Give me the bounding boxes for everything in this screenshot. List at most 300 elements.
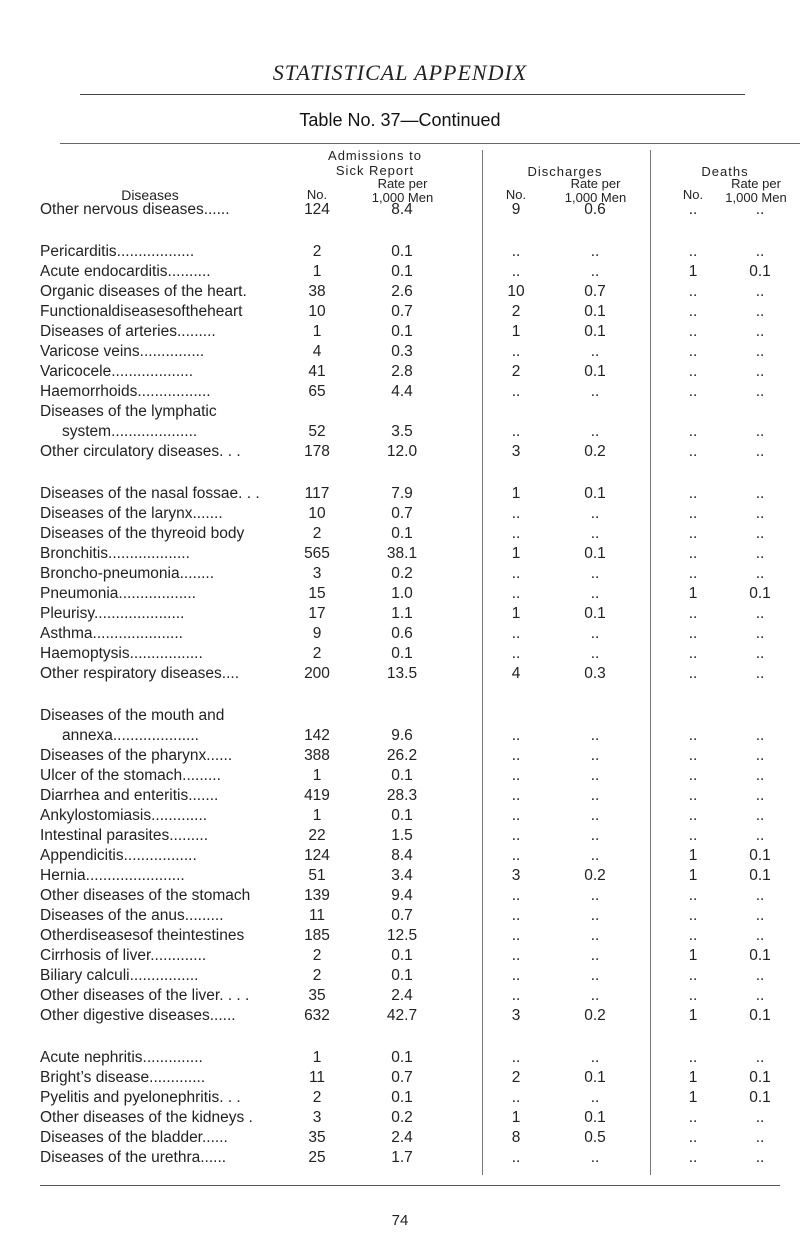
table-row: [0, 544, 800, 564]
deaths-no-cell: 1: [688, 947, 698, 964]
disease-name: [40, 846, 295, 866]
disease-name: [40, 504, 295, 524]
deaths-rate-cell: ..: [755, 987, 765, 1004]
deaths-rate-cell: 0.1: [749, 847, 771, 864]
discharges-rate-cell: 0.1: [584, 605, 606, 622]
discharges-no-cell: 4: [511, 665, 521, 682]
deaths-rate-cell: 0.1: [749, 947, 771, 964]
table-row: [0, 906, 800, 926]
admissions-rate-cell: 0.1: [391, 243, 413, 260]
disease-name-line: Broncho-pneumonia........: [40, 565, 215, 582]
table-title: Table No. 37—Continued: [299, 110, 501, 130]
admissions-rate-cell: 28.3: [386, 787, 418, 804]
discharges-no-cell: 3: [511, 867, 521, 884]
admissions-rate-cell: 0.7: [391, 303, 413, 320]
table-row: [0, 484, 800, 504]
deaths-no-cell: ..: [688, 827, 698, 844]
deaths-no-cell: 1: [688, 847, 698, 864]
discharges-rate-cell: ..: [590, 907, 600, 924]
deaths-no-cell: ..: [688, 343, 698, 360]
admissions-no-cell: 38: [308, 283, 326, 300]
discharges-no-cell: ..: [511, 727, 521, 744]
disease-name-line: Functionaldiseasesoftheheart: [40, 303, 243, 320]
deaths-rate-cell: ..: [755, 1149, 765, 1166]
discharges-no-cell: ..: [511, 907, 521, 924]
admissions-no-cell: 17: [308, 605, 326, 622]
deaths-rate-cell: ..: [755, 625, 765, 642]
discharges-rate-cell: 0.1: [584, 485, 606, 502]
header-admissions: Admissions to Sick Report: [328, 148, 422, 178]
disease-name-line: Other nervous diseases......: [40, 201, 230, 218]
header-discharges-rate: Rate per 1,000 Men: [564, 176, 627, 205]
deaths-rate-cell: ..: [755, 967, 765, 984]
admissions-no-cell: 10: [308, 303, 326, 320]
table-row: [0, 1128, 800, 1148]
discharges-no-cell: 1: [511, 605, 521, 622]
discharges-no-cell: 2: [511, 363, 521, 380]
discharges-no-cell: ..: [511, 947, 521, 964]
disease-name-line: Pericarditis..................: [40, 243, 195, 260]
admissions-no-cell: 3: [312, 1109, 322, 1126]
deaths-no-cell: ..: [688, 787, 698, 804]
admissions-rate-cell: 0.1: [391, 807, 413, 824]
deaths-no-cell: ..: [688, 545, 698, 562]
admissions-no-cell: 124: [304, 847, 330, 864]
admissions-no-cell: 2: [312, 243, 322, 260]
discharges-rate-cell: ..: [590, 343, 600, 360]
disease-name: [40, 524, 295, 544]
discharges-no-cell: 3: [511, 443, 521, 460]
deaths-no-cell: ..: [688, 525, 698, 542]
deaths-no-cell: ..: [688, 1129, 698, 1146]
disease-name-line: Diseases of the pharynx......: [40, 747, 233, 764]
disease-name-line: Other digestive diseases......: [40, 1007, 236, 1024]
deaths-no-cell: ..: [688, 303, 698, 320]
disease-name-line: Other diseases of the stomach: [40, 887, 251, 904]
discharges-no-cell: ..: [511, 383, 521, 400]
admissions-no-cell: 2: [312, 645, 322, 662]
deaths-rate-cell: ..: [755, 767, 765, 784]
admissions-no-cell: 52: [308, 423, 326, 440]
header-discharges: Discharges: [527, 164, 603, 179]
discharges-no-cell: 2: [511, 303, 521, 320]
admissions-no-cell: 185: [304, 927, 330, 944]
admissions-rate-cell: 2.4: [391, 1129, 413, 1146]
deaths-rate-cell: ..: [755, 505, 765, 522]
discharges-rate-cell: 0.2: [584, 1007, 606, 1024]
admissions-rate-cell: 0.1: [391, 967, 413, 984]
deaths-no-cell: ..: [688, 665, 698, 682]
table-row: [0, 946, 800, 966]
disease-name-line: Pleurisy.....................: [40, 605, 185, 622]
discharges-rate-cell: 0.1: [584, 363, 606, 380]
admissions-rate-cell: 3.5: [391, 423, 413, 440]
disease-name-line: Diseases of the nasal fossae. . .: [40, 485, 260, 502]
deaths-rate-cell: 0.1: [749, 585, 771, 602]
discharges-no-cell: 1: [511, 485, 521, 502]
discharges-no-cell: ..: [511, 565, 521, 582]
disease-name: [40, 1088, 295, 1108]
deaths-rate-cell: ..: [755, 243, 765, 260]
discharges-rate-cell: ..: [590, 827, 600, 844]
admissions-rate-cell: 0.1: [391, 645, 413, 662]
table-row: [0, 584, 800, 604]
admissions-no-cell: 2: [312, 967, 322, 984]
table-row: [0, 866, 800, 886]
admissions-no-cell: 124: [304, 201, 330, 218]
table-row: [0, 644, 800, 664]
admissions-no-cell: 41: [308, 363, 326, 380]
admissions-rate-cell: 0.1: [391, 525, 413, 542]
table-row: [0, 604, 800, 624]
table-row: [0, 706, 800, 746]
disease-name-line: Diseases of the anus.........: [40, 907, 224, 924]
disease-name: [40, 1128, 295, 1148]
disease-name: [40, 1108, 295, 1128]
deaths-rate-cell: ..: [755, 1049, 765, 1066]
discharges-rate-cell: ..: [590, 505, 600, 522]
deaths-rate-cell: ..: [755, 727, 765, 744]
admissions-rate-cell: 0.1: [391, 323, 413, 340]
table-row: [0, 1088, 800, 1108]
discharges-no-cell: ..: [511, 625, 521, 642]
disease-name-line: Ankylostomiasis.............: [40, 807, 208, 824]
discharges-no-cell: ..: [511, 423, 521, 440]
deaths-no-cell: ..: [688, 423, 698, 440]
discharges-no-cell: ..: [511, 967, 521, 984]
table-row: [0, 746, 800, 766]
disease-name: [40, 826, 295, 846]
disease-name-continuation: system....................: [62, 423, 198, 440]
disease-name-line: Diseases of the lymphatic: [40, 403, 217, 420]
disease-name: [40, 706, 295, 746]
discharges-rate-cell: 0.5: [584, 1129, 606, 1146]
deaths-no-cell: ..: [688, 767, 698, 784]
admissions-rate-cell: 2.6: [391, 283, 413, 300]
admissions-no-cell: 1: [312, 1049, 322, 1066]
disease-name-line: Varicose veins...............: [40, 343, 205, 360]
disease-name: [40, 1148, 295, 1168]
discharges-no-cell: 1: [511, 1109, 521, 1126]
table-row: [0, 242, 800, 262]
disease-name-line: Organic diseases of the heart.: [40, 283, 247, 300]
deaths-no-cell: 1: [688, 1089, 698, 1106]
disease-name: [40, 986, 295, 1006]
deaths-no-cell: ..: [688, 443, 698, 460]
disease-name-line: Pyelitis and pyelonephritis. . .: [40, 1089, 241, 1106]
disease-name-line: Diarrhea and enteritis.......: [40, 787, 219, 804]
disease-name-line: Bright’s disease.............: [40, 1069, 206, 1086]
admissions-rate-cell: 0.1: [391, 767, 413, 784]
deaths-rate-cell: 0.1: [749, 1007, 771, 1024]
disease-name-line: Pneumonia..................: [40, 585, 196, 602]
admissions-no-cell: 1: [312, 263, 322, 280]
table-row: [0, 1108, 800, 1128]
deaths-rate-cell: ..: [755, 525, 765, 542]
discharges-no-cell: 8: [511, 1129, 521, 1146]
disease-name-line: Ulcer of the stomach.........: [40, 767, 221, 784]
disease-name: [40, 200, 295, 220]
table-row: [0, 1068, 800, 1088]
disease-name: [40, 786, 295, 806]
deaths-rate-cell: ..: [755, 827, 765, 844]
admissions-rate-cell: 42.7: [386, 1007, 418, 1024]
admissions-rate-cell: 3.4: [391, 867, 413, 884]
admissions-rate-cell: 9.4: [391, 887, 413, 904]
table-row: [0, 262, 800, 282]
top-rule: [80, 94, 745, 95]
admissions-rate-cell: 12.5: [386, 927, 418, 944]
admissions-no-cell: 65: [308, 383, 326, 400]
table-row: [0, 322, 800, 342]
admissions-rate-cell: 1.1: [391, 605, 413, 622]
discharges-rate-cell: 0.6: [584, 201, 606, 218]
discharges-rate-cell: ..: [590, 987, 600, 1004]
admissions-rate-cell: 9.6: [391, 727, 413, 744]
deaths-no-cell: ..: [688, 807, 698, 824]
disease-name: [40, 766, 295, 786]
table-row: [0, 926, 800, 946]
discharges-rate-cell: ..: [590, 383, 600, 400]
admissions-no-cell: 3: [312, 565, 322, 582]
table-row: [0, 1148, 800, 1168]
admissions-no-cell: 11: [308, 1069, 326, 1086]
disease-name-line: Varicocele...................: [40, 363, 194, 380]
discharges-rate-cell: 0.1: [584, 1109, 606, 1126]
header-admissions-no: No.: [306, 187, 328, 202]
discharges-rate-cell: ..: [590, 1149, 600, 1166]
deaths-no-cell: ..: [688, 1149, 698, 1166]
disease-name: [40, 604, 295, 624]
disease-name: [40, 484, 295, 504]
deaths-no-cell: ..: [688, 323, 698, 340]
disease-name: [40, 886, 295, 906]
admissions-no-cell: 15: [308, 585, 326, 602]
table-row: [0, 1006, 800, 1026]
admissions-no-cell: 22: [308, 827, 326, 844]
discharges-no-cell: ..: [511, 887, 521, 904]
admissions-no-cell: 1: [312, 767, 322, 784]
discharges-rate-cell: 0.1: [584, 545, 606, 562]
deaths-no-cell: ..: [688, 363, 698, 380]
deaths-rate-cell: ..: [755, 545, 765, 562]
admissions-rate-cell: 0.1: [391, 1089, 413, 1106]
header-discharges-no: No.: [505, 187, 527, 202]
deaths-no-cell: ..: [688, 201, 698, 218]
discharges-no-cell: ..: [511, 767, 521, 784]
discharges-rate-cell: 0.2: [584, 443, 606, 460]
deaths-rate-cell: ..: [755, 907, 765, 924]
admissions-no-cell: 200: [304, 665, 330, 682]
admissions-no-cell: 2: [312, 947, 322, 964]
discharges-no-cell: ..: [511, 927, 521, 944]
disease-name: [40, 806, 295, 826]
deaths-rate-cell: ..: [755, 887, 765, 904]
admissions-rate-cell: 0.6: [391, 625, 413, 642]
discharges-rate-cell: ..: [590, 947, 600, 964]
disease-name-line: Appendicitis.................: [40, 847, 197, 864]
admissions-rate-cell: 0.1: [391, 1049, 413, 1066]
discharges-rate-cell: ..: [590, 565, 600, 582]
disease-name-line: Haemorrhoids.................: [40, 383, 211, 400]
disease-name-line: Cirrhosis of liver.............: [40, 947, 207, 964]
disease-name-line: Diseases of the urethra......: [40, 1149, 227, 1166]
discharges-rate-cell: ..: [590, 263, 600, 280]
discharges-rate-cell: 0.3: [584, 665, 606, 682]
admissions-no-cell: 2: [312, 1089, 322, 1106]
admissions-no-cell: 388: [304, 747, 330, 764]
table-row: [0, 966, 800, 986]
admissions-no-cell: 51: [308, 867, 326, 884]
table-row: [0, 302, 800, 322]
admissions-rate-cell: 12.0: [386, 443, 418, 460]
deaths-no-cell: ..: [688, 605, 698, 622]
deaths-rate-cell: ..: [755, 605, 765, 622]
table-row: [0, 826, 800, 846]
deaths-rate-cell: ..: [755, 363, 765, 380]
disease-name: [40, 402, 295, 442]
disease-name: [40, 946, 295, 966]
deaths-no-cell: 1: [688, 263, 698, 280]
deaths-rate-cell: ..: [755, 423, 765, 440]
admissions-rate-cell: 0.7: [391, 1069, 413, 1086]
admissions-no-cell: 35: [308, 987, 326, 1004]
discharges-no-cell: 2: [511, 1069, 521, 1086]
table-row: [0, 282, 800, 302]
discharges-rate-cell: ..: [590, 525, 600, 542]
disease-name: [40, 322, 295, 342]
discharges-no-cell: 9: [511, 201, 521, 218]
discharges-rate-cell: ..: [590, 847, 600, 864]
admissions-no-cell: 139: [304, 887, 330, 904]
discharges-rate-cell: ..: [590, 927, 600, 944]
discharges-no-cell: 1: [511, 323, 521, 340]
admissions-no-cell: 632: [304, 1007, 330, 1024]
deaths-rate-cell: ..: [755, 807, 765, 824]
discharges-rate-cell: ..: [590, 645, 600, 662]
disease-name: [40, 362, 295, 382]
disease-name-line: Bronchitis...................: [40, 545, 190, 562]
discharges-rate-cell: ..: [590, 787, 600, 804]
discharges-no-cell: ..: [511, 1149, 521, 1166]
disease-name: [40, 1048, 295, 1068]
discharges-rate-cell: ..: [590, 423, 600, 440]
deaths-rate-cell: ..: [755, 323, 765, 340]
admissions-rate-cell: 8.4: [391, 201, 413, 218]
disease-name: [40, 302, 295, 322]
table-body: [0, 200, 800, 1168]
deaths-rate-cell: ..: [755, 747, 765, 764]
deaths-no-cell: ..: [688, 383, 698, 400]
table-row: [0, 524, 800, 544]
discharges-no-cell: ..: [511, 1089, 521, 1106]
header-diseases: Diseases: [121, 187, 179, 203]
disease-name-line: Haemoptysis.................: [40, 645, 203, 662]
deaths-no-cell: ..: [688, 927, 698, 944]
disease-name: [40, 382, 295, 402]
deaths-rate-cell: ..: [755, 927, 765, 944]
admissions-no-cell: 419: [304, 787, 330, 804]
disease-name: [40, 584, 295, 604]
disease-name: [40, 544, 295, 564]
deaths-no-cell: ..: [688, 485, 698, 502]
disease-name: [40, 442, 295, 462]
table-row: [0, 402, 800, 442]
disease-name: [40, 564, 295, 584]
discharges-rate-cell: ..: [590, 767, 600, 784]
discharges-no-cell: 10: [507, 283, 525, 300]
admissions-rate-cell: 1.5: [391, 827, 413, 844]
deaths-no-cell: ..: [688, 987, 698, 1004]
table-bottom-rule: [40, 1185, 780, 1186]
discharges-rate-cell: 0.1: [584, 1069, 606, 1086]
disease-name-continuation: annexa....................: [62, 727, 199, 744]
deaths-no-cell: 1: [688, 1007, 698, 1024]
disease-name: [40, 866, 295, 886]
table-row: [0, 664, 800, 684]
admissions-rate-cell: 8.4: [391, 847, 413, 864]
discharges-rate-cell: ..: [590, 747, 600, 764]
disease-name: [40, 906, 295, 926]
admissions-no-cell: 2: [312, 525, 322, 542]
disease-name-line: Other diseases of the kidneys .: [40, 1109, 253, 1126]
discharges-no-cell: ..: [511, 1049, 521, 1066]
deaths-no-cell: ..: [688, 887, 698, 904]
discharges-rate-cell: ..: [590, 807, 600, 824]
deaths-rate-cell: ..: [755, 443, 765, 460]
disease-name-line: Otherdiseasesof theintestines: [40, 927, 245, 944]
admissions-rate-cell: 1.7: [391, 1149, 413, 1166]
admissions-rate-cell: 0.2: [391, 1109, 413, 1126]
table-row: [0, 382, 800, 402]
deaths-rate-cell: ..: [755, 485, 765, 502]
admissions-rate-cell: 0.7: [391, 907, 413, 924]
deaths-rate-cell: 0.1: [749, 1089, 771, 1106]
discharges-rate-cell: ..: [590, 625, 600, 642]
discharges-rate-cell: ..: [590, 967, 600, 984]
disease-name-line: Acute nephritis..............: [40, 1049, 203, 1066]
discharges-no-cell: ..: [511, 645, 521, 662]
deaths-rate-cell: 0.1: [749, 867, 771, 884]
table-row: [0, 564, 800, 584]
table-row: [0, 806, 800, 826]
deaths-rate-cell: 0.1: [749, 1069, 771, 1086]
deaths-rate-cell: ..: [755, 201, 765, 218]
deaths-no-cell: ..: [688, 907, 698, 924]
disease-name: [40, 644, 295, 664]
discharges-rate-cell: ..: [590, 887, 600, 904]
disease-name-line: Biliary calculi................: [40, 967, 199, 984]
discharges-rate-cell: ..: [590, 727, 600, 744]
deaths-rate-cell: ..: [755, 645, 765, 662]
discharges-no-cell: ..: [511, 787, 521, 804]
deaths-rate-cell: ..: [755, 787, 765, 804]
table-row: [0, 1048, 800, 1068]
disease-name: [40, 746, 295, 766]
disease-name: [40, 262, 295, 282]
deaths-no-cell: 1: [688, 867, 698, 884]
admissions-no-cell: 565: [304, 545, 330, 562]
admissions-no-cell: 10: [308, 505, 326, 522]
deaths-no-cell: ..: [688, 727, 698, 744]
admissions-rate-cell: 2.8: [391, 363, 413, 380]
admissions-no-cell: 1: [312, 323, 322, 340]
admissions-rate-cell: 0.1: [391, 947, 413, 964]
discharges-no-cell: ..: [511, 747, 521, 764]
disease-name-line: Diseases of the larynx.......: [40, 505, 223, 522]
header-admissions-rate: Rate per 1,000 Men: [371, 176, 434, 205]
admissions-no-cell: 178: [304, 443, 330, 460]
